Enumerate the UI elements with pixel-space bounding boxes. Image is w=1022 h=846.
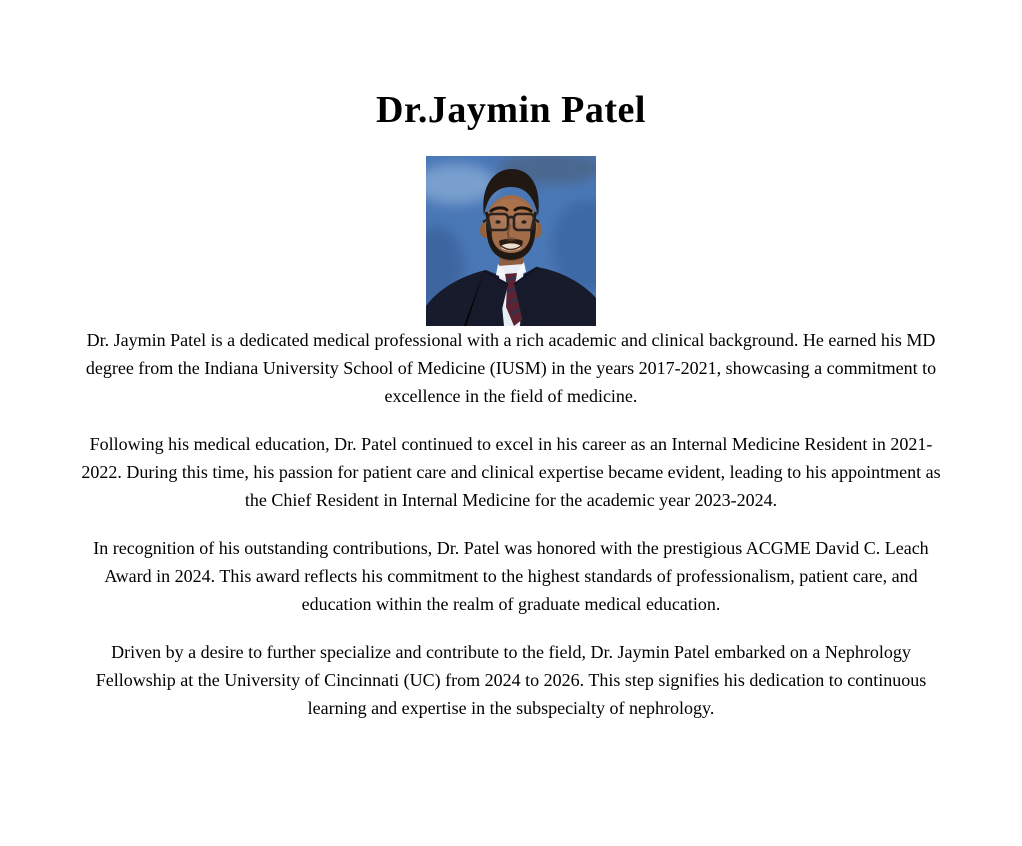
portrait-photo-illustration [426,156,596,326]
bio-paragraph-award: In recognition of his outstanding contributions, Dr. Patel was honored with the prestigious ACGME David C. Leach Award in 2024. This award reflects his commitment to the highest standards of professionalism, patient care, and education within the realm of graduate medical education. [93,538,929,614]
nose-shadow [506,237,516,241]
bio-paragraph-fellowship: Driven by a desire to further specialize and contribute to the field, Dr. Jaymin Patel embarked on a Nephrology Fellowship at the University of Cincinnati (UC) from 2024 to 2026. This step signifies his dedication to continuous learning and expertise in the subspecialty of nephrology. [95,642,927,718]
bio-text [71,326,951,722]
bio-paragraph-residency: Following his medical education, Dr. Patel continued to excel in his career as an Internal Medicine Resident in 2021-2022. During this time, his passion for patient care and clinical expertise became evident, leading to his appointment as the Chief Resident in Internal Medicine for the academic year 2023-2024. [81,434,941,510]
portrait-photo [426,156,596,326]
bio-paragraph-education: Dr. Jaymin Patel is a dedicated medical professional with a rich academic and clinical background. He earned his MD degree from the Indiana University School of Medicine (IUSM) in the years 2017-2021, showcasing a commitment to excellence in the field of medicine. [85,330,937,406]
page-title: Dr.Jaymin Patel [376,89,646,131]
